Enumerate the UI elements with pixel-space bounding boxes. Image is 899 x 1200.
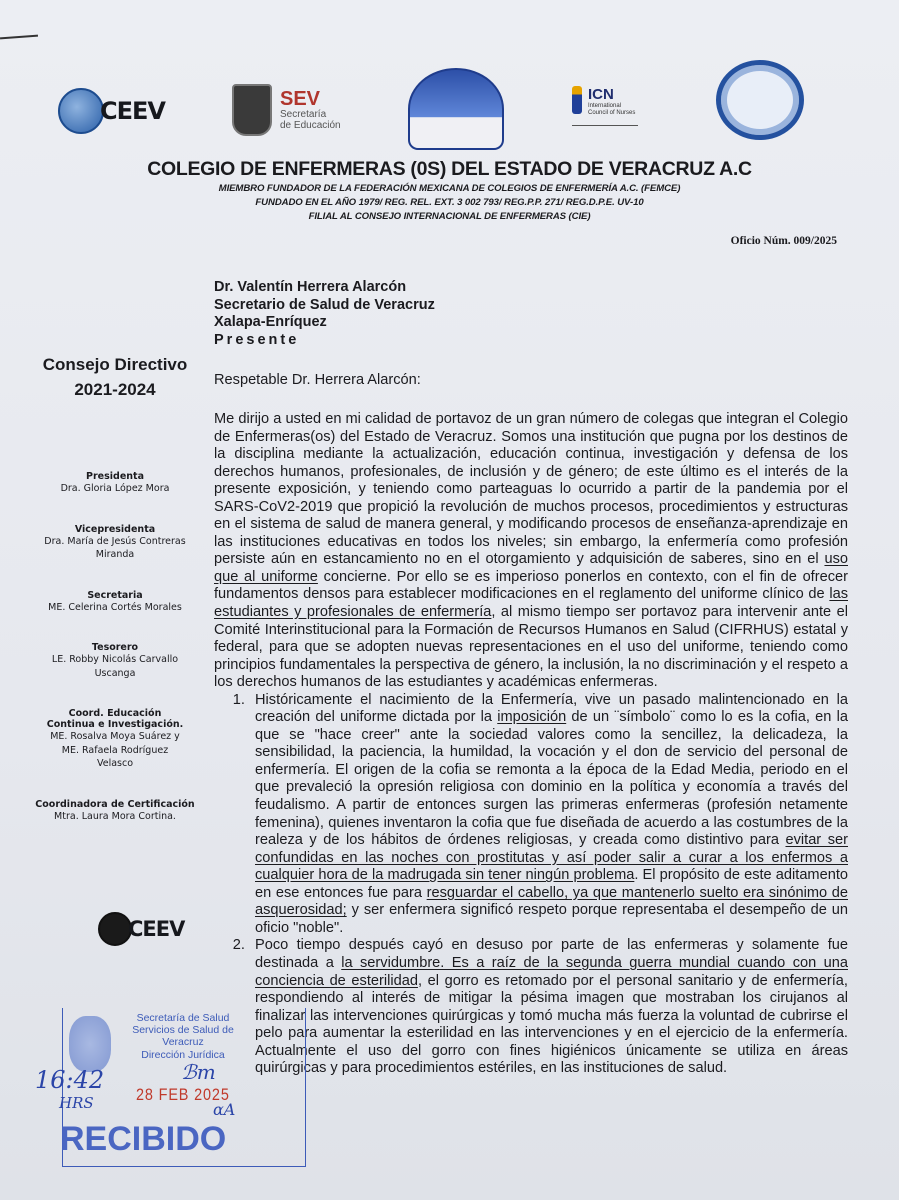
cie-globe-logo-icon (716, 60, 804, 140)
text-segment: de un ¨símbolo¨ como lo es la cofia, en la que se "hace creer" ante la sociedad valores como la sencillez, la delicadeza, la sensibilidad, la paciencia, la humildad, la vocación y el don de servicio del personal de enfermería. El origen de la cofia se remonta a la época de la Edad Media, periodo en el que prevaleció la opresión religiosa con dominio en la política y economía a través del feudalismo. A partir de entonces surgen las primeras enfermeras (profesión netamente femenina), quienes inventaron la cofia que fue diseñada de acuerdo a las costumbres de la realeza y de los hábitos de órdenes religiosas, y creada como distintivo para (255, 709, 848, 849)
org-subtitle-1: MIEMBRO FUNDADOR DE LA FEDERACIÓN MEXICANA DE COLEGIOS DE ENFERMERÍA A.C. (FEMCE) (218, 183, 681, 194)
ceev-logo-text: CEEV (100, 97, 165, 125)
member-name: Velasco (96, 758, 134, 769)
icn-sub: International Council of Nurses (588, 103, 636, 116)
veracruz-shield-icon (232, 84, 272, 136)
member-role: Coord. Educación Continua e Investigación. (46, 708, 184, 730)
text-segment: , al mismo tiempo ser portavoz para intervenir ante el Comité Interinstitucional para la Formación de Recursos Humanos en Salud (CIFRHUS) estatal y federal, para que se adopten nuevas representaciones en el uso del uniforme, teniendo como principios fundamentales la perspectiva de género, la inclusión, la no discriminación y el respeto a los derechos humanos de las estudiantes y académicas enfermeras. (214, 604, 848, 691)
text-segment: . El propósito de este aditamento en ese entonces fue para (255, 867, 848, 901)
member-name: LE. Robby Nicolás Carvallo (51, 654, 179, 665)
addressee-name: Dr. Valentín Herrera Alarcón (214, 279, 407, 295)
stamp-line-1: Secretaría de Salud (136, 1012, 230, 1024)
femce-logo-icon (408, 68, 504, 150)
stamp-line-2: Servicios de Salud de Veracruz (132, 1024, 234, 1048)
text-segment: Históricamente el nacimiento de la Enfermería, vive un pasado malintencionado en la creación del uniforme dictada por la (255, 691, 848, 726)
member-role: Coordinadora de Certificación (35, 798, 195, 810)
member-role: Vicepresidenta (74, 523, 156, 535)
member-coord-educacion (30, 708, 200, 771)
handwritten-initials-signature: ɑA (213, 1100, 236, 1119)
list-item (249, 692, 848, 938)
sev-logo (232, 84, 341, 136)
text-segment: Poco tiempo después cayó en desuso por parte de las enfermeras y solamente fue destinada a (255, 937, 848, 971)
member-name: ME. Rosalva Moya Suárez y (50, 731, 180, 742)
org-subtitle-2: FUNDADO EN EL AÑO 1979/ REG. REL. EXT. 3 002 793/ REG.P.P. 271/ REG.D.P.E. UV-10 (255, 197, 644, 208)
text-segment: , el gorro es retomado por el personal sanitario y de enfermería, respondiendo al interés de mitigar la pésima imagen que mostraban los cirujanos al finalizar las intervenciones quirúrgicas y tomó mucha más fuerza la voluntad de cubrirse el pelo para aumentar la esterilidad en las intervenciones y en el ejercicio de la enfermería. Actualmente el uso del gorro con fines higiénicos únicamente se utiliza en áreas quirúrgicas y para procedimientos estériles, en las instituciones de salud. (255, 972, 848, 1077)
ceev-logo (58, 88, 165, 134)
member-presidenta (30, 471, 200, 496)
addressee-block (214, 279, 435, 349)
stamp-line-3: Dirección Jurídica (141, 1049, 225, 1061)
council-title: Consejo Directivo 2021-2024 (42, 355, 188, 399)
intro-paragraph (214, 411, 848, 692)
member-coord-certificacion (30, 799, 200, 824)
member-name: Mtra. Laura Mora Cortina. (54, 810, 176, 822)
salutation: Respetable Dr. Herrera Alarcón: (214, 372, 421, 388)
ceev-emblem-icon (98, 912, 132, 946)
sev-sub2: de Educación (280, 120, 341, 131)
stamp-received: RECIBIDO (60, 1120, 227, 1158)
handwritten-signature: ℬm (181, 1060, 216, 1084)
member-name: Uscanga (94, 667, 136, 679)
sev-title: SEV (280, 88, 321, 110)
addressee-presente: Presente (214, 331, 300, 348)
ceev-footer-logo (98, 912, 184, 946)
icn-logo (572, 86, 638, 126)
numbered-list (214, 692, 848, 1078)
underlined-segment: resguardar el cabello, ya que mantenerlo suelto era sinónimo de asquerosidad; (255, 884, 849, 919)
member-role: Secretaria (87, 589, 143, 601)
member-tesorero (30, 642, 200, 680)
ceev-logo-text: CEEV (128, 917, 185, 941)
underlined-segment: la servidumbre. Es a raíz de la segunda guerra mundial cuando con una conciencia de esterilidad (255, 954, 848, 989)
member-name: Miranda (95, 549, 135, 560)
icn-mark-icon (572, 86, 582, 114)
icn-title: ICN (588, 86, 614, 103)
member-name: Dra. María de Jesús Contreras (44, 535, 186, 547)
org-title: COLEGIO DE ENFERMERAS (0S) DEL ESTADO DE VERACRUZ A.C (147, 158, 752, 180)
text-segment: Me dirijo a usted en mi calidad de portavoz de un gran número de colegas que integran el Colegio de Enfermeras(os) del Estado de Veracruz. Somos una institución que pugna por los destinos de la disciplina mediante la actualización, educación continua, investigación y defensa de los derechos humanos, profesionales, de inclusión y de género; de este último es el interés de la presente exposición, y teniendo como parteaguas lo ocurrido a partir de la pandemia por el SARS-CoV2-2019 que propició la revolución de muchos procesos, procedimientos y estructuras en el sistema de salud de manera general, y modificando procesos de enseñanza-aprendizaje en las instituciones educativas en todos los niveles; sin embargo, la enfermería como profesión persiste aún en estancamiento no en el otorgamiento y adquisición de saberes, sino en el (214, 411, 848, 568)
text-segment: concierne. Por ello se es imperioso ponerlos en contexto, con el fin de ofrecer fundamentos densos para establecer modificaciones en el reglamento del uniforme clínico de (214, 568, 848, 603)
addressee-position: Secretario de Salud de Veracruz (214, 296, 435, 313)
handwritten-hrs: HRS (59, 1094, 94, 1112)
stamp-date: 28 FEB 2025 (136, 1085, 230, 1104)
underlined-segment: evitar ser confundidas en las noches con prostitutas y así poder salir a curar a los enfermos a cualquier hora de la madrugada sin tener ningún problema (255, 832, 848, 884)
member-name: ME. Rafaela Rodríguez (61, 744, 169, 756)
member-name: ME. Celerina Cortés Morales (48, 601, 182, 613)
ceev-emblem-icon (58, 88, 104, 134)
received-stamp (35, 1008, 306, 1167)
member-vicepresidenta (30, 524, 200, 562)
letter-body (214, 411, 848, 1078)
member-role: Presidenta (86, 471, 144, 482)
council-members (30, 471, 200, 851)
member-name: Dra. Gloria López Mora (60, 483, 170, 494)
member-secretaria (30, 590, 200, 615)
underlined-segment: uso que al uniforme (214, 551, 848, 585)
oficio-number: Oficio Núm. 009/2025 (730, 235, 837, 247)
text-segment: y ser enfermera significó respeto porque representaba el desempeño de un oficio "noble". (255, 902, 848, 936)
member-role: Tesorero (91, 642, 139, 653)
sev-sub1: Secretaría (280, 109, 327, 120)
handwritten-time: 16:42 (35, 1066, 105, 1094)
underlined-segment: imposición (497, 709, 567, 726)
addressee-city: Xalapa-Enríquez (214, 314, 327, 330)
org-subtitle-3: FILIAL AL CONSEJO INTERNACIONAL DE ENFERMERAS (CIE) (308, 211, 591, 222)
coat-of-arms-icon (69, 1016, 111, 1072)
underlined-segment: las estudiantes y profesionales de enfermería (214, 586, 848, 621)
list-item (249, 937, 848, 1077)
